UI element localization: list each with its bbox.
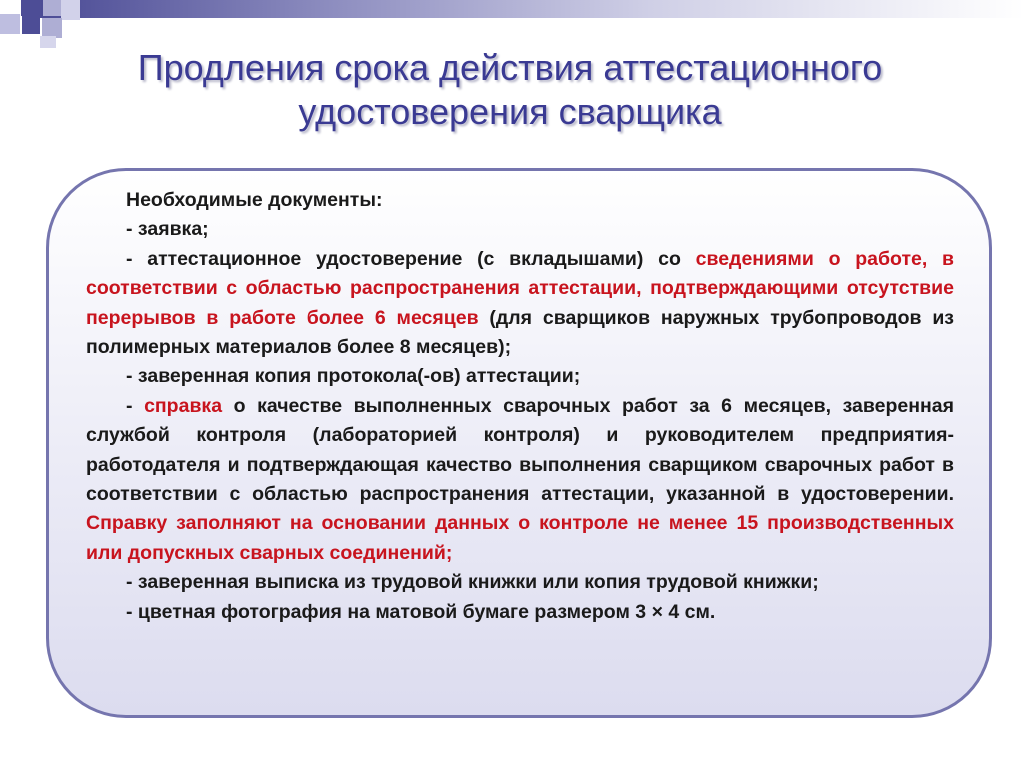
list-item-certificate [86, 245, 954, 363]
list-item-employment-record: - заверенная выписка из трудовой книжки или копия трудовой книжки; [126, 571, 819, 594]
list-item-application: - заявка; [126, 218, 209, 241]
decor-square [0, 14, 20, 34]
reference-text: о качестве выполненных сварочных работ за 6 месяцев, заверенная службой контроля (лабораторией контроля) и руководителем предприятия-работодателя и подтверждающая качество выполнения сварщиком сварочных работ в соответствии с областью распространения аттестации, указанной в удостоверении. [86, 394, 954, 506]
reference-dash: - [126, 394, 145, 417]
decor-square [21, 0, 41, 16]
decor-square [43, 0, 61, 16]
list-item-quality-reference [86, 392, 954, 568]
list-item-protocol-copy: - заверенная копия протокола(-ов) аттестации; [126, 365, 581, 388]
certificate-note: (для сварщиков наружных трубопроводов из полимерных материалов более 8 месяцев); [86, 306, 954, 359]
decor-square [62, 20, 76, 34]
list-item-photo: - цветная фотография на матовой бумаге размером 3 × 4 см. [126, 600, 716, 623]
certificate-red-text: сведениями о работе, в соответствии с областью распространения аттестации, подтверждающими отсутствие перерывов в работе более 6 месяцев [86, 247, 954, 329]
decor-square [22, 16, 40, 34]
title-line-1: Продления срока действия аттестационного [137, 47, 883, 88]
decor-square [61, 0, 80, 20]
list-heading: Необходимые документы: [126, 189, 383, 211]
reference-word: справка [144, 394, 223, 417]
header-gradient-bar [40, 0, 1024, 18]
decor-square [42, 18, 62, 38]
slide-title [80, 46, 940, 134]
reference-red-note: Справку заполняют на основании данных о контроле не менее 15 производственных или допускных сварных соединений; [86, 512, 954, 564]
decor-square [40, 36, 56, 48]
certificate-text: - аттестационное удостоверение (с вкладышами) со [126, 247, 696, 270]
documents-list [86, 186, 954, 627]
title-line-2: удостоверения сварщика [298, 91, 722, 132]
